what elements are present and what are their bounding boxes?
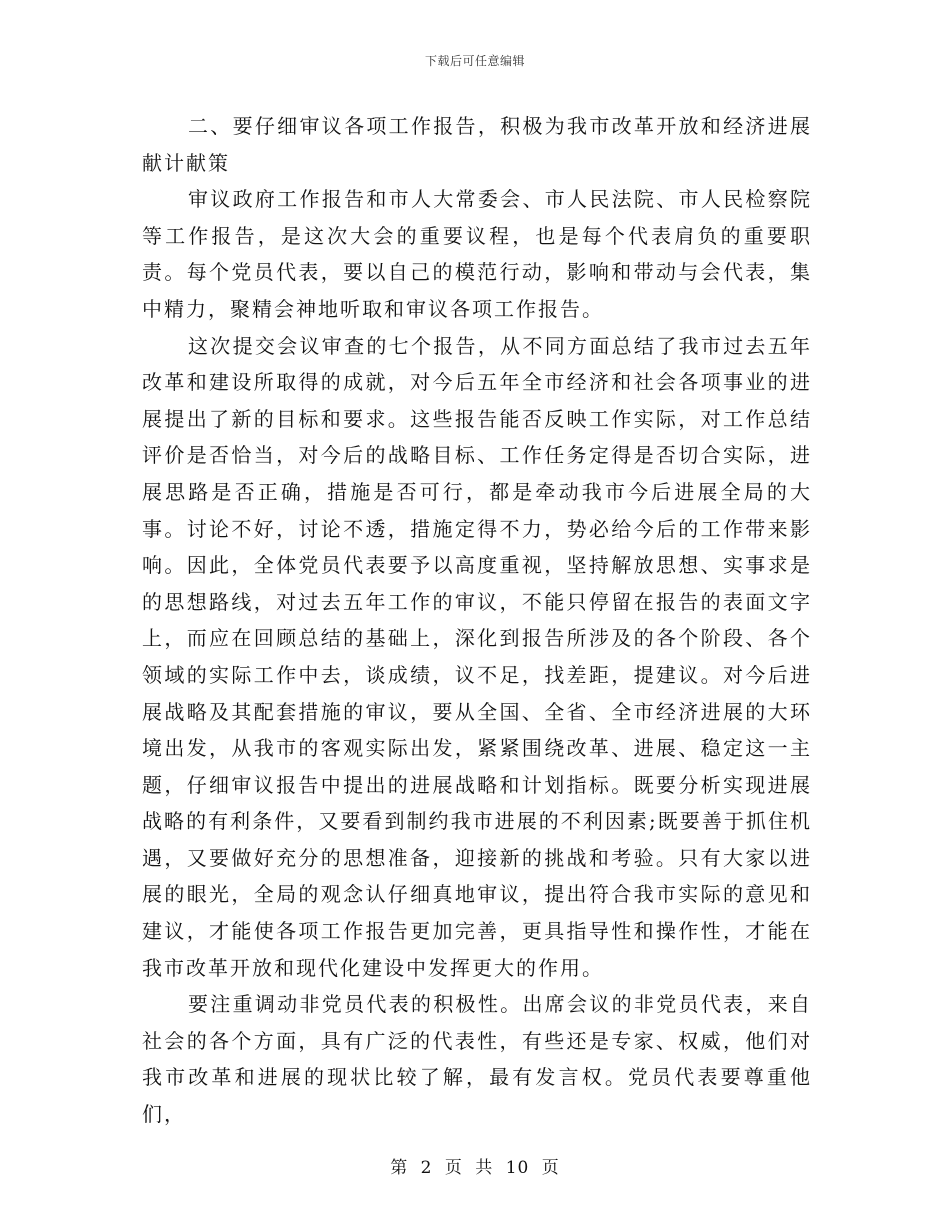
paragraph: 这次提交会议审查的七个报告，从不同方面总结了我市过去五年改革和建设所取得的成就，对今后五年全市经济和社会各项事业的进展提出了新的目标和要求。这些报告能否反映工作实际，对工作总结评价是否恰当，对今后的战略目标、工作任务定得是否切合实际，进展思路是否正确，措施是否可行，都是牵动我市今后进展全局的大事。讨论不好，讨论不透，措施定得不力，势必给今后的工作带来影响。因此，全体党员代表要予以高度重视，坚持解放思想、实事求是的思想路线，对过去五年工作的审议，不能只停留在报告的表面文字上，而应在回顾总结的基础上，深化到报告所涉及的各个阶段、各个领域的实际工作中去，谈成绩，议不足，找差距，提建议。对今后进展战略及其配套措施的审议，要从全国、全省、全市经济进展的大环境出发，从我市的客观实际出发，紧紧围绕改革、进展、稳定这一主题，仔细审议报告中提出的进展战略和计划指标。既要分析实现进展战略的有利条件，又要看到制约我市进展的不利因素;既要善于抓住机遇，又要做好充分的思想准备，迎接新的挑战和考验。只有大家以进展的眼光，全局的观念认仔细真地审议，提出符合我市实际的意见和建议，才能使各项工作报告更加完善，更具指导性和操作性，才能在我市改革开放和现代化建设中发挥更大的作用。 <box>142 333 812 980</box>
page-number-footer: 第 2 页 共 10 页 <box>390 1158 560 1178</box>
paragraph: 要注重调动非党员代表的积极性。出席会议的非党员代表，来自社会的各个方面，具有广泛的代表性，有些还是专家、权威，他们对我市改革和进展的现状比较了解，最有发言权。党员代表要尊重他们， <box>142 992 812 1127</box>
page-header: 下载后可任意编辑 <box>424 54 525 68</box>
section-heading: 二、要仔细审议各项工作报告，积极为我市改革开放和经济进展献计献策 <box>142 114 812 175</box>
document-body <box>142 108 812 1133</box>
paragraph: 审议政府工作报告和市人大常委会、市人民法院、市人民检察院等工作报告，是这次大会的重要议程，也是每个代表肩负的重要职责。每个党员代表，要以自己的模范行动，影响和带动与会代表，集中精力，聚精会神地听取和审议各项工作报告。 <box>142 187 812 321</box>
